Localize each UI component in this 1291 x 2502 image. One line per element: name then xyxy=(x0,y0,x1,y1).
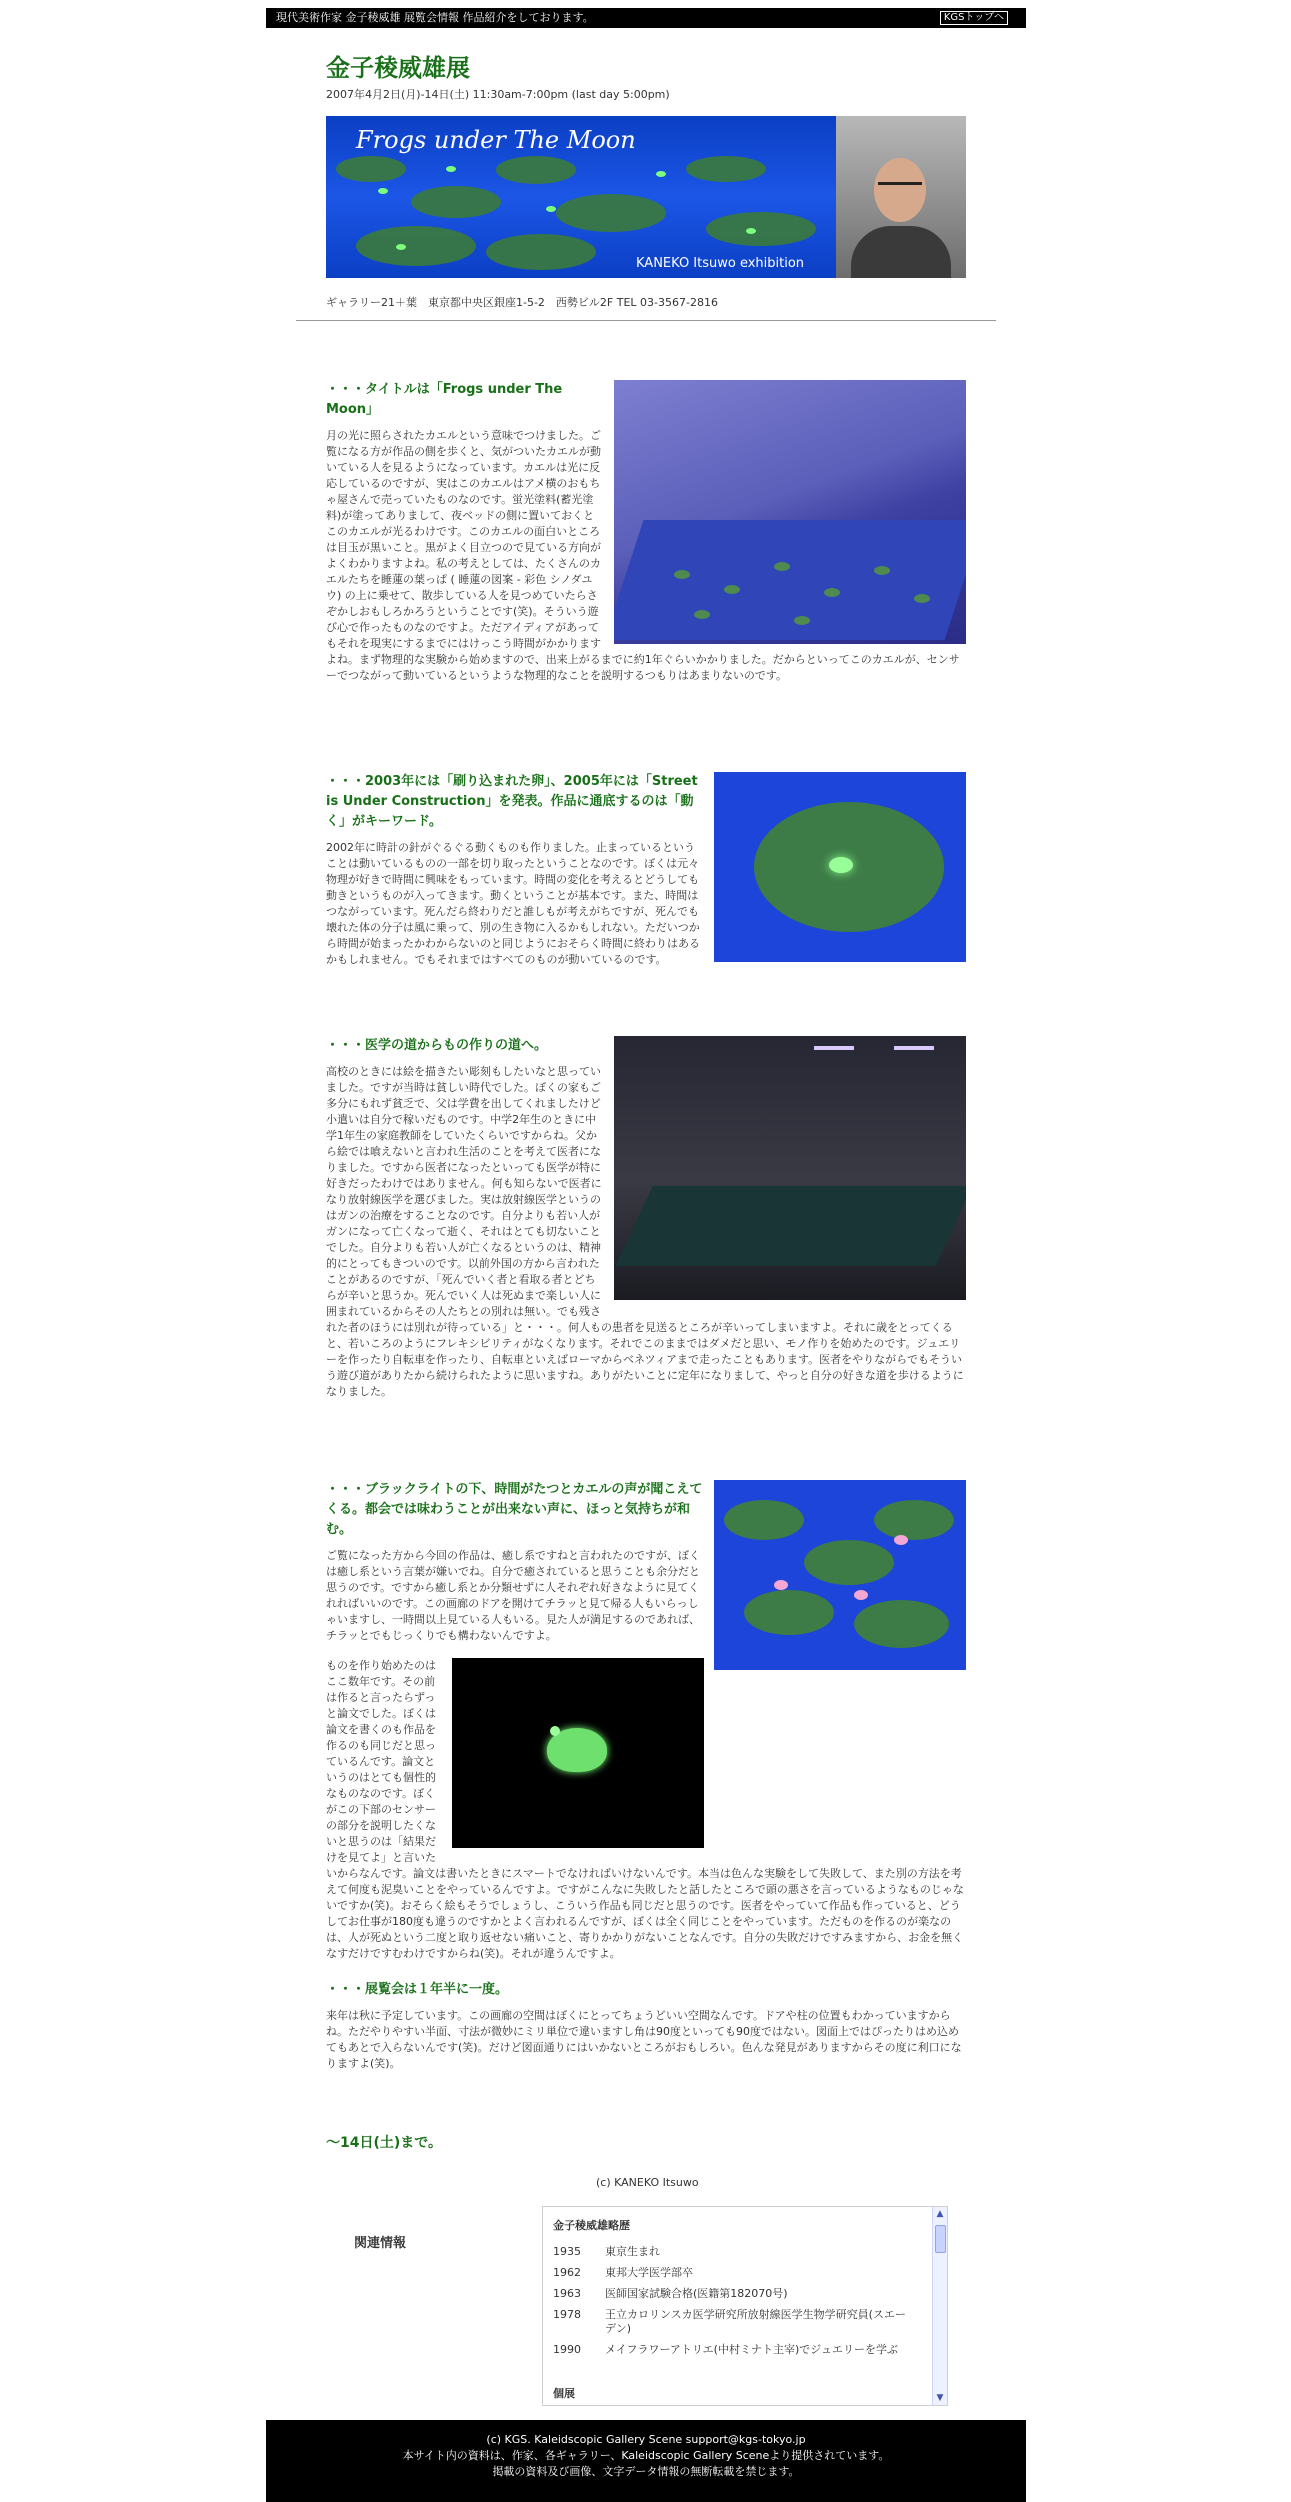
scroll-down-arrow-icon[interactable]: ▼ xyxy=(936,2393,944,2403)
banner-lily-pad xyxy=(336,156,406,182)
section-paragraph: 来年は秋に予定しています。この画廊の空間はぼくにとってちょうどいい空間なんです。ドアや柱の位置もわかっていますからね。ただやりやすい半面、寸法が微妙にミリ単位で違いますし角は90度といっても90度ではない。図面上ではぴったりはめ込めてもあとで入らないんです(笑)。だけど図面通りにはいかないところがおもしろい。色んな発見がありますからその度に利口になりますよ(笑)。 xyxy=(326,2009,962,2070)
profile-year: 1962 xyxy=(553,2266,581,2279)
section-paragraph: ものを作り始めたのはここ数年です。その前は作ると言ったらずっと論文でした。ぼくは論文を書くのも作品を作るのも同じだと思っているんです。論文というのはとても個性的なものなのです。ぼくがこの下部のセンサーの部分を説明したくないと思うのは「結果だけを見てよ」と言いたいからなんです。論文は書いたときにスマートでなければいけないんです。本当は色んな実験をして失敗して、また別の方法を考えて何度も泥臭いことをやっているんですよ。ですがこんなに失敗したと話したところで頭の悪さを言っているようなものじゃないですか(笑)。おそらく絵もそうでしょうし、こういう作品も同じだと思うのです。医者をやっていて作品も作っていると、どうしてお仕事が180度も違うのですかとよく言われるんですが、ぼくは全く同じことをやっています。ただものを作るのが楽なのは、人が死ぬという二度と取り返せない痛いこと、寄りかかりがないことなんです。自分の失敗だけですみますから、お金を無くなすだけですむわけですからね(笑)。それが違うんですよ。 xyxy=(326,1659,964,1960)
profile-event: 医師国家試験合格(医籍第182070号) xyxy=(605,2287,788,2300)
banner-frog xyxy=(746,228,756,234)
installation-photo-lily-pad xyxy=(714,772,966,962)
profile-event: メイフラワーアトリエ(中村ミナト主宰)でジュエリーを学ぶ xyxy=(605,2343,899,2356)
top-bar xyxy=(266,8,1026,28)
gallery-info: ギャラリー21＋葉 東京都中央区銀座1-5-2 西勢ビル2F TEL 03-3567-2816 xyxy=(326,296,718,309)
section-heading: ・・・医学の道からもの作りの道へ。 xyxy=(326,1038,548,1053)
section-heading: ・・・2003年には「刷り込まれた卵」、2005年には「Street is Under Construction」を発表。作品に通底するのは「動く」がキーワード。 xyxy=(326,774,698,829)
section-heading: ・・・ブラックライトの下、時間がたつとカエルの声が聞こえてくる。都会では味わうことが出来ない声に、ほっと気持ちが和む。 xyxy=(326,1482,703,1537)
footer-copyright: (c) KGS. Kaleidscopic Gallery Scene support@kgs-tokyo.jp xyxy=(486,2433,806,2446)
profile-row xyxy=(553,2343,913,2357)
footer xyxy=(266,2420,1026,2502)
banner-lily-pad xyxy=(356,226,476,266)
profile-year: 1963 xyxy=(553,2287,581,2300)
section-medicine xyxy=(326,1036,966,1400)
banner-frog xyxy=(546,206,556,212)
artist-portrait xyxy=(836,116,966,278)
footer-source-note: 本サイト内の資料は、作家、各ギャラリー、Kaleidscopic Gallery Sceneより提供されています。 xyxy=(402,2449,890,2462)
banner-frog xyxy=(656,171,666,177)
footer-reprint-note: 掲載の資料及び画像、文字データ情報の無断転載を禁じます。 xyxy=(492,2465,800,2478)
exhibition-banner xyxy=(326,116,966,278)
profile-year: 1935 xyxy=(553,2245,581,2258)
section-heading: ・・・展覧会は１年半に一度。 xyxy=(326,1982,509,1997)
banner-frog xyxy=(446,166,456,172)
banner-title: Frogs under The Moon xyxy=(356,126,636,154)
profile-year: 1990 xyxy=(553,2343,581,2356)
installation-photo-room xyxy=(614,380,966,644)
artist-copyright: (c) KANEKO Itsuwo xyxy=(596,2176,699,2189)
scroll-up-arrow-icon[interactable]: ▲ xyxy=(936,2209,944,2219)
page xyxy=(266,0,1026,2502)
profile-title: 金子稜威雄略歴 xyxy=(553,2219,630,2232)
profile-event: 東京生まれ xyxy=(605,2245,660,2258)
banner-frog xyxy=(396,244,406,250)
section-title-story xyxy=(326,380,966,684)
related-info-label: 関連情報 xyxy=(354,2236,407,2251)
exhibition-date: 2007年4月2日(月)-14日(土) 11:30am-7:00pm (last day 5:00pm) xyxy=(326,88,670,101)
scroll-thumb[interactable] xyxy=(935,2225,946,2253)
glowing-frog xyxy=(829,857,853,873)
banner-subtitle: KANEKO Itsuwo exhibition xyxy=(636,256,805,271)
installation-photo-lotus xyxy=(714,1480,966,1670)
profile-subheading: 個展 xyxy=(553,2387,575,2400)
section-heading: ・・・タイトルは「Frogs under The Moon」 xyxy=(326,382,563,417)
banner-lily-pad xyxy=(706,212,816,246)
profile-row xyxy=(553,2266,913,2280)
section-paragraph: 月の光に照らされたカエルという意味でつけました。ご覧になる方が作品の側を歩くと、気がついたカエルが動いている人を見るようになっています。カエルは光に反応しているのですが、実はこのカエルはアメ横のおもちゃ屋さんで売っていたものなのです。蛍光塗料(蓄光塗料)が塗ってありまして、夜ベッドの側に置いておくとこのカエルが光るわけです。このカエルの面白いところは目玉が黒いこと。黒がよく目立つので見ている方向がよくわかりますよね。私の考えとしては、たくさんのカエルたちを睡蓮の葉っぱ ( 睡蓮の図案 - 彩色 シノダユウ) の上に乗せて、散歩している人を見つめていたらさぞかしおもしろかろうということです(笑)。そういう遊び心で作ったものなのですよ。ただアイディアがあってもそれを現実にするまでにはけっこう時間がかかりますよね。まず物理的な実験から始めますので、出来上がるまでに約1年ぐらいかかりました。だからといってこのカエルが、センサーでつながって動いているというような物理的なことを説明するつもりはあまりないのです。 xyxy=(326,429,960,682)
divider xyxy=(296,320,996,321)
profile-scrollbar[interactable] xyxy=(932,2207,947,2405)
profile-event: 東邦大学医学部卒 xyxy=(605,2266,693,2279)
profile-event: 王立カロリンスカ医学研究所放射線医学生物学研究員(スエーデン) xyxy=(605,2308,906,2335)
profile-row xyxy=(553,2245,913,2259)
profile-list xyxy=(553,2245,913,2364)
page-title: 金子稜威雄展 xyxy=(326,53,470,82)
section-paragraph: 高校のときには絵を描きたい彫刻もしたいなと思っていました。ですが当時は貧しい時代でした。ぼくの家もご多分にもれず貧乏で、父は学費を出してくれましたけど小遣いは自分で稼いだものです。中学2年生のときに中学1年生の家庭教師をしていたくらいですからね。父から絵では喰えないと言われ生活のことを考えて医者になりました。ですから医者になったといっても医学が特に好きだったわけではありません。何も知らないで医者になり放射線医学を選びました。実は放射線医学というのはガンの治療をすることなのです。自分よりも若い人がガンになって亡くなって逝く、それはとても切ないことでした。自分よりも若い人が亡くなるというのは、精神的にとってもきついのです。以前外国の方から言われたことがあるのですが、「死んでいく者と看取る者とどちらが辛いと思うか。死んでいく人は死ぬまで楽しい人に囲まれているからその人たちとの別れは無い。でも残された者のほうには別れが待っている」と・・・。何人もの患者を見送るところが辛いってしまいますよ。それに歳をとってくると、若いころのようにフレキシビリティがなくなります。それでこのままではダメだと思い、モノ作りを始めたのです。ジュエリーを作ったり自転車を作ったり、自転車といえばローマからベネツィアまで走ったこともあります。医者をやりながらでもそういう遊び道がありたから続けられたように思いますね。ありがたいことに定年になりまして、やっと自分の好きな道を歩けるようになりました。 xyxy=(326,1065,964,1398)
frog-photo xyxy=(452,1658,704,1848)
banner-lily-pad xyxy=(686,156,766,182)
kgs-top-button[interactable]: KGSトップへ xyxy=(940,11,1008,25)
profile-year: 1978 xyxy=(553,2308,581,2321)
banner-lily-pad xyxy=(486,234,596,270)
banner-lily-pad xyxy=(496,156,576,184)
section-schedule xyxy=(326,1980,966,2072)
section-paragraph: 2002年に時計の針がぐるぐる動くものも作りました。止まっているということは動いているものの一部を切り取ったということなのです。ぼくは元々物理が好きで時間に興味をもっています。時間の変化を考えるとどうしても動きというものが入ってきます。動くということが基本です。また、時間はつながっています。死んだら終わりだと誰しもが考えがちですが、死んでも壊れた体の分子は風に乗って、別の生き物に入るかもしれない。ただいつから時間が始まったかわからないのと同じようにおそらく時間に終わりはあるかもしれません。でもそれまではすべてのものが動いているのです。 xyxy=(326,841,700,966)
profile-row xyxy=(553,2308,913,2336)
section-blacklight xyxy=(326,1480,966,1962)
section-paragraph: ご覧になった方から今回の作品は、癒し系ですねと言われたのですが、ぼくは癒し系という言葉が嫌いでね。自分で癒されていると思うことも余分だと思うのです。ですから癒し系とか分類せずに人それぞれ好きなように見てくれればいいのです。この画廊のドアを開けてチラッと見て帰る人もいらっしゃいますし、一時間以上見ている人もいる。見た人が満足するのであれば、チラッとでもじっくりでも構わないんですよ。 xyxy=(326,1549,700,1642)
banner-lily-pad xyxy=(556,194,666,232)
banner-frog xyxy=(378,188,388,194)
section-movement xyxy=(326,772,966,968)
banner-lily-pad xyxy=(411,186,501,218)
profile-row xyxy=(553,2287,913,2301)
top-bar-text: 現代美術作家 金子稜威雄 展覧会情報 作品紹介をしております。 xyxy=(276,11,594,24)
installation-photo-dark-room xyxy=(614,1036,966,1300)
artist-profile-box[interactable] xyxy=(542,2206,948,2406)
exhibition-end-note: 〜14日(土)まで。 xyxy=(326,2135,442,2151)
